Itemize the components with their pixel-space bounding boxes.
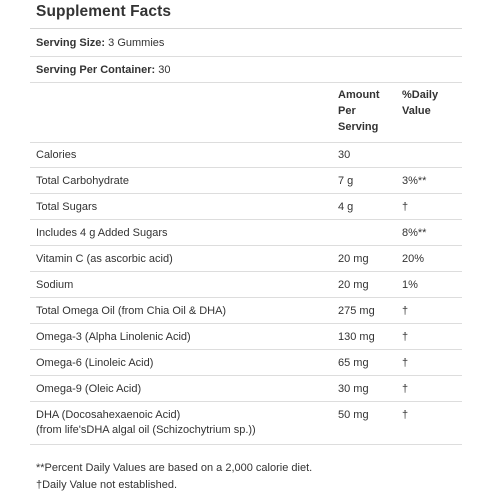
nutrient-daily-value: 20% xyxy=(402,253,425,265)
nutrient-amount: 30 mg xyxy=(338,383,369,395)
serving-size xyxy=(36,36,164,50)
divider xyxy=(30,82,462,83)
nutrient-name: Total Omega Oil (from Chia Oil & DHA) xyxy=(36,305,227,317)
header-line: Value xyxy=(402,105,431,117)
servings-per-container-value: 30 xyxy=(158,64,171,76)
nutrient-name: Omega-3 (Alpha Linolenic Acid) xyxy=(36,331,191,343)
footnote-dv-not-established: †Daily Value not established. xyxy=(36,479,178,491)
row-divider xyxy=(30,375,462,376)
row-divider xyxy=(30,401,462,402)
header-divider xyxy=(30,142,462,143)
row-divider xyxy=(30,219,462,220)
nutrient-name: DHA (Docosahexaenoic Acid) xyxy=(36,409,181,421)
nutrient-name: Total Sugars xyxy=(36,201,98,213)
header-line: Serving xyxy=(338,121,379,133)
nutrient-daily-value: 1% xyxy=(402,279,418,291)
footnote-percent-dv: **Percent Daily Values are based on a 2,000 calorie diet. xyxy=(36,462,313,474)
panel-title: Supplement Facts xyxy=(36,3,172,20)
title-divider xyxy=(30,28,462,29)
serving-size-label: Serving Size: xyxy=(36,37,106,49)
nutrient-daily-value: † xyxy=(402,383,409,395)
row-divider xyxy=(30,444,462,445)
nutrient-amount: 20 mg xyxy=(338,253,369,265)
nutrient-name: Sodium xyxy=(36,279,74,291)
nutrient-amount: 4 g xyxy=(338,201,354,213)
row-divider xyxy=(30,167,462,168)
nutrient-daily-value: † xyxy=(402,409,409,421)
row-divider xyxy=(30,297,462,298)
divider xyxy=(30,56,462,57)
nutrient-name: Omega-6 (Linoleic Acid) xyxy=(36,357,154,369)
daily-value-header xyxy=(402,87,438,119)
nutrient-daily-value: † xyxy=(402,331,409,343)
serving-size-value: 3 Gummies xyxy=(108,37,165,49)
nutrient-amount: 20 mg xyxy=(338,279,369,291)
nutrient-daily-value: † xyxy=(402,305,409,317)
nutrient-daily-value: † xyxy=(402,201,409,213)
nutrient-daily-value: 3%** xyxy=(402,175,427,187)
nutrient-daily-value: † xyxy=(402,357,409,369)
servings-per-container-label: Serving Per Container: xyxy=(36,64,156,76)
amount-per-serving-header xyxy=(338,87,380,135)
nutrient-name: Omega-9 (Oleic Acid) xyxy=(36,383,142,395)
row-divider xyxy=(30,323,462,324)
row-divider xyxy=(30,245,462,246)
nutrient-amount: 130 mg xyxy=(338,331,375,343)
row-divider xyxy=(30,271,462,272)
header-line: %Daily xyxy=(402,89,439,101)
nutrient-amount: 7 g xyxy=(338,175,354,187)
header-line: Amount xyxy=(338,89,380,101)
nutrient-amount: 50 mg xyxy=(338,409,369,421)
row-divider xyxy=(30,193,462,194)
nutrient-name: Total Carbohydrate xyxy=(36,175,129,187)
row-divider xyxy=(30,349,462,350)
nutrient-source: (from life'sDHA algal oil (Schizochytrium sp.)) xyxy=(36,424,256,436)
header-line: Per xyxy=(338,105,356,117)
nutrient-name: Calories xyxy=(36,149,77,161)
nutrient-name: Includes 4 g Added Sugars xyxy=(36,227,168,239)
nutrient-amount: 30 xyxy=(338,149,351,161)
nutrient-amount: 65 mg xyxy=(338,357,369,369)
servings-per-container xyxy=(36,63,171,77)
nutrient-daily-value: 8%** xyxy=(402,227,427,239)
nutrient-amount: 275 mg xyxy=(338,305,375,317)
nutrient-name: Vitamin C (as ascorbic acid) xyxy=(36,253,173,265)
